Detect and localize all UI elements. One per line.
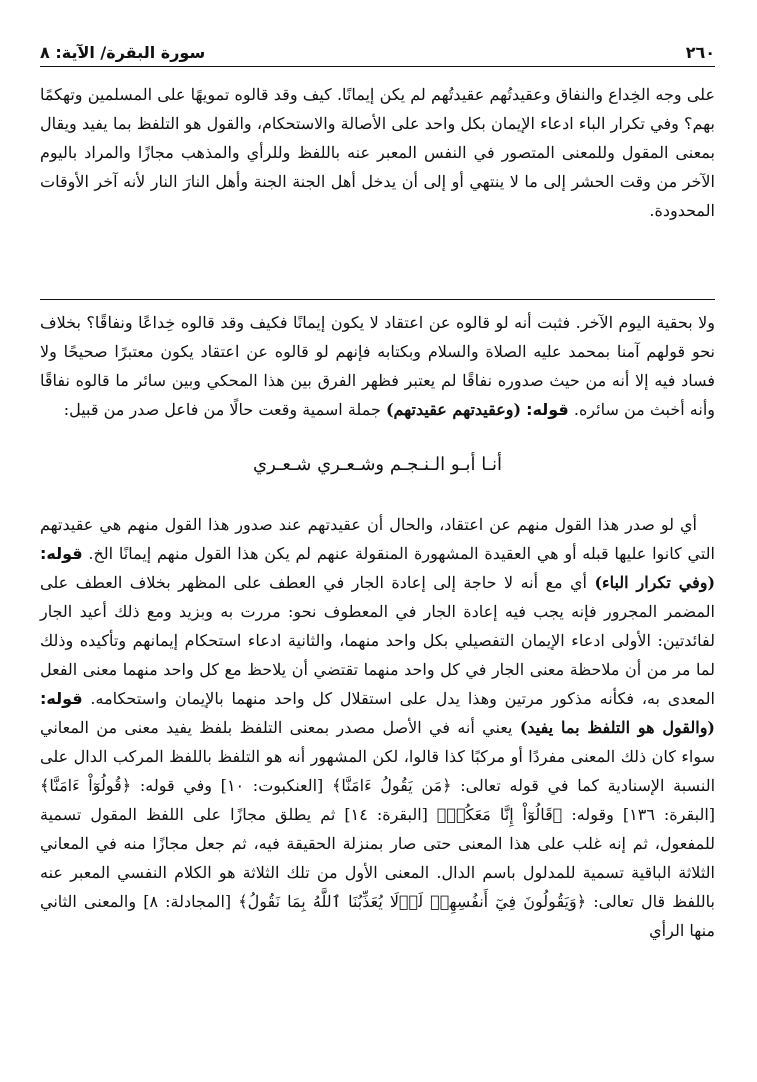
qawluhu-keyword: قوله: (40, 689, 83, 708)
running-title: سورة البقرة/ الآية: ٨ (40, 43, 206, 62)
main-text-paragraph: على وجه الخِداع والنفاق وعقيدتُهم عقيدتُهم لم يكن إيمانًا. كيف وقد قالوه تمويهًا على المسلمين وتهكمًا بهم؟ وفي تكرار الباء ادعاء الإيمان بكل واحد على الأصالة والاستحكام، والقول هو التلفظ بما يفيد ويقال بمعنى المقول وللمعنى المتصور في النفس المعبر عنه باللفظ وللرأي والمذهب مجازًا والمراد باليوم الآخر من وقت الحشر إلى ما لا ينتهي أو إلى أن يدخل أهل الجنة الجنة وأهل النارَ النار لأنه آخر الأوقات المحدودة. (40, 85, 716, 220)
commentary-text: يعني أنه في الأصل مصدر بمعنى التلفظ بلفظ يفيد معنى من المعاني سواء كان ذلك المعنى مفردًا أو مركبًا كذا قالوا، لكن المشهور أنه هو التلفظ باللفظ المركب الدال على النسبة الإسنادية كما في قوله تعالى: ﴿مَن يَقُولُ ءَامَنَّا﴾ [العنكبوت: ١٠] وفي قوله: ﴿قُولُوٓاْ ءَامَنَّا﴾ [البقرة: ١٣٦] وقوله: ﴿قَالُوٓاْ إِنَّا مَعَكُمۡ﴾ [البقرة: ١٤] ثم يطلق مجازًا على اللفظ المقول تسمية للمفعول، ثم إنه غلب على هذا المعنى حتى صار بمنزلة الحقيقة فيه، ثم جعل مجازًا منه في المعاني الثلاثة الباقية تسمية للمدلول باسم الدال. المعنى الأول من تلك الثلاثة هو الكلام النفسي المعبر عنه باللفظ قال تعالى: ﴿وَيَقُولُونَ فِيٓ أَنفُسِهِمۡ لَوۡلَا يُعَذِّبُنَا ٱللَّهُ بِمَا نَقُولُ﴾ [المجادلة: ٨] والمعنى الثاني منها الرأي (40, 718, 716, 940)
commentary-text: ولا بحقية اليوم الآخر. فثبت أنه لو قالوه عن اعتقاد لا يكون إيمانًا فكيف وقد قالوه خِداعًا ونفاقًا؟ بخلاف نحو قولهم آمنا بمحمد عليه الصلاة والسلام وبكتابه فإنهم لو قالوه عن اعتقاد يكون معتبرًا صحيحًا ولا فساد فيه إلا أنه من حيث صدوره نفاقًا لم يعتبر فظهر الفرق بين هذا المحكي وبين سائر ما قالوه نفاقًا وأنه أخبث من سائره. (40, 313, 715, 419)
commentary-paragraph-1 (40, 308, 715, 424)
commentary-block (40, 308, 715, 945)
qawluhu-keyword: قوله: (40, 544, 83, 563)
header-rule (40, 66, 715, 67)
quoted-phrase: (والقول هو التلفظ بما يفيد) (519, 718, 715, 737)
page-number: ٢٦٠ (685, 43, 715, 62)
commentary-paragraph-2 (40, 510, 715, 945)
commentary-text: أي مع أنه لا حاجة إلى إعادة الجار في العطف على المظهر بخلاف العطف على المضمر المجرور فإنه يجب فيه إعادة الجار في المعطوف نحو: مررت به وبزيد ومع ذلك أعيد الجار لفائدتين: الأولى ادعاء الإيمان التفصيلي بكل واحد منهما، والثانية ادعاء استحكام إيمانهم وتأكيده وذلك لما مر من أن ملاحظة معنى الجار في كل واحد منهما تقتضي أن يلاحظ مع كل واحد منهما معنى الفعل المعدى به، فكأنه مذكور مرتين وهذا يدل على استقلال كل واحد منهما بالإيمان واستحكامه. (40, 573, 716, 708)
poem-verse: أنـا أبـو الـنـجـم وشـعـري شـعـري (253, 454, 502, 475)
main-text-block (40, 80, 715, 225)
commentary-text: أي لو صدر هذا القول منهم عن اعتقاد، والحال أن عقيدتهم عند صدور هذا القول منهم هي عقيدتهم التي كانوا عليها قبله أو هي العقيدة المشهورة المنقولة عنهم لم يكن هذا القول منهم إيمانًا الخ. (40, 515, 715, 563)
commentary-text: جملة اسمية وقعت حالًا من فاعل صدر من قبيل: (63, 400, 381, 419)
page-header (40, 36, 715, 62)
separator-rule (40, 299, 715, 300)
qawluhu-keyword: قوله: (526, 400, 569, 419)
quoted-phrase: (وفي تكرار الباء) (594, 573, 716, 592)
quoted-phrase: (وعقيدتهم عقيدتهم) (385, 400, 522, 419)
